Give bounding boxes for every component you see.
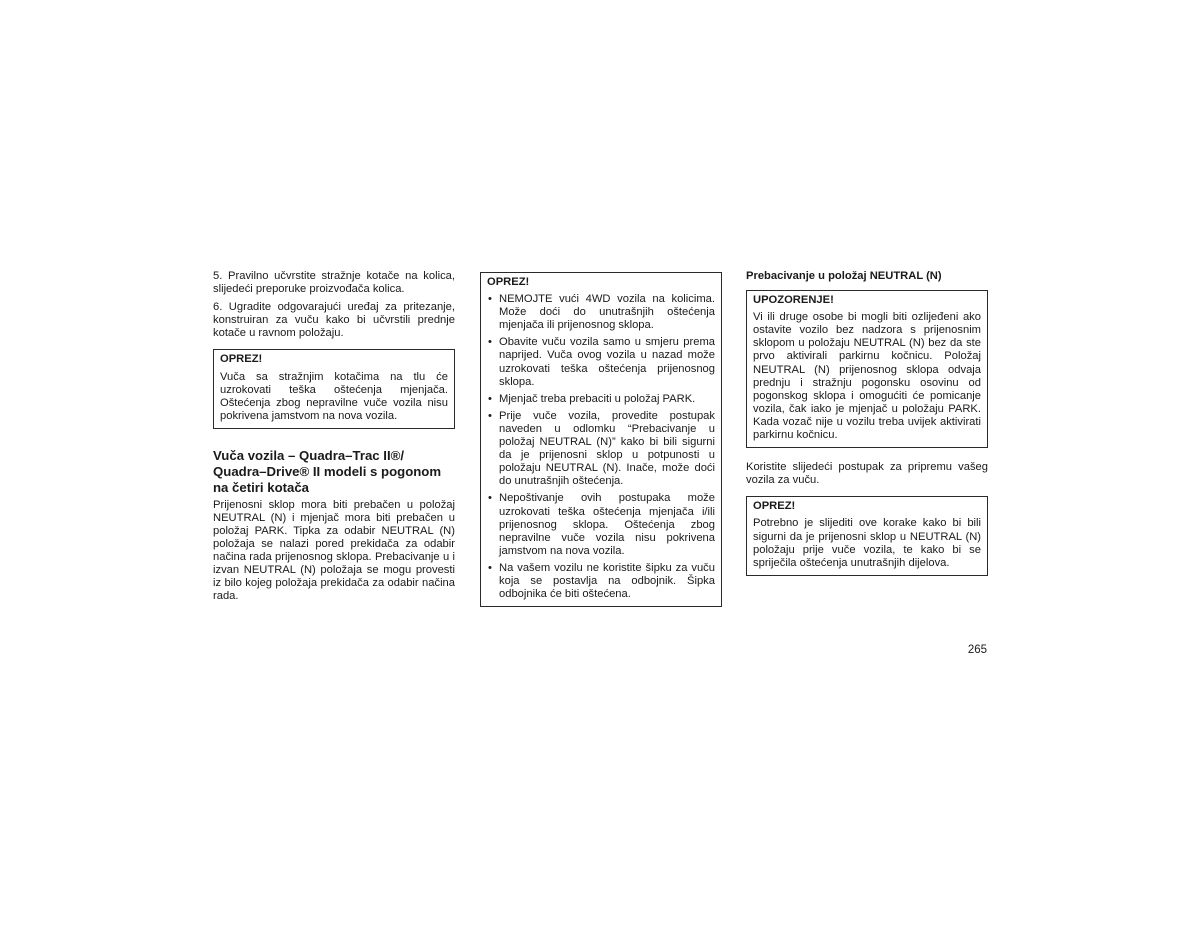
list-item: • NEMOJTE vući 4WD vozila na kolicima. Može doći do unutrašnjih oštećenja mjenjača ili prijenosnog sklopa. (487, 293, 715, 332)
list-item: • Obavite vuču vozila samo u smjeru prema naprijed. Vuča ovog vozila u nazad može uzrokovati teška oštećenja prijenosnog sklopa. (487, 336, 715, 388)
procedure-intro-text: Koristite slijedeći postupak za pripremu vašeg vozila za vuču. (746, 461, 988, 487)
right-column (746, 270, 988, 576)
caution-title: OPREZ! (753, 500, 796, 513)
page-number: 265 (967, 644, 987, 656)
caution-bullet-list (487, 293, 715, 601)
warning-box (746, 290, 988, 448)
subheading-neutral-shift: Prebacivanje u položaj NEUTRAL (N) (746, 270, 942, 282)
section-heading-4wd-towing: Vuča vozila – Quadra–Trac II®/ Quadra–Drive® II modeli s pogonom na četiri kotača (213, 447, 442, 496)
caution-text: Vuča sa stražnjim kotačima na tlu će uzrokovati teška oštećenja mjenjača. Oštećenja zbog nepravilne vuče vozila nisu pokrivena jamstvom na nova vozila. (220, 370, 448, 422)
middle-column (480, 272, 722, 607)
caution-box-procedure (746, 496, 988, 575)
caution-box-towing-rear (213, 349, 455, 428)
list-item: • Prije vuče vozila, provedite postupak naveden u odlomku “Prebacivanje u položaj NEUTRAL (N)” kako bi bili sigurni da je prijenosni sklop u potpunosti u položaju NEUTRAL (N). Inače, može doći do unutrašnjih oštećenja. (487, 410, 715, 489)
caution-title: OPREZ! (220, 353, 263, 366)
warning-title: UPOZORENJE! (753, 294, 834, 307)
list-item: • Nepoštivanje ovih postupaka može uzrokovati teška oštećenja mjenjača i/ili prijenosnog sklopa. Oštećenja zbog nepravilne vuče vozila nisu pokrivena jamstvom na nova vozila. (487, 492, 715, 557)
warning-text: Vi ili druge osobe bi mogli biti ozlijeđeni ako ostavite vozilo bez nadzora s prijenosnim sklopom u položaju NEUTRAL (N) bez da ste prvo aktivirali parkirnu kočnicu. Položaj NEUTRAL (N) prijenosnog sklopa odvaja prednju i stražnju pogonsku osovinu od pogonskog sklopa i omogućiti će pomicanje vozila, čak iako je mjenjač u položaju PARK. Kada vozač nije u vozilu treba uvijek aktivirati parkirnu kočnicu. (753, 311, 981, 442)
left-column (213, 270, 455, 603)
step-5-text: 5. Pravilno učvrstite stražnje kotače na kolica, slijedeći preporuke proizvođača kolica. (213, 270, 455, 296)
section-body-text: Prijenosni sklop mora biti prebačen u položaj NEUTRAL (N) i mjenjač mora biti prebačen u položaj PARK. Tipka za odabir NEUTRAL (N) položaja se nalazi pored prekidača za odabir načina rada prijenosnog sklopa. Prebacivanje u i izvan NEUTRAL (N) položaja se mogu provesti iz bilo kojeg položaja prekidača za odabir načina rada. (213, 498, 455, 603)
list-item: • Mjenjač treba prebaciti u položaj PARK. (487, 393, 715, 406)
step-6-text: 6. Ugradite odgovarajući uređaj za pritezanje, konstruiran za vuču kako bi učvrstili prednje kotače u ravnom položaju. (213, 301, 455, 340)
list-item: • Na vašem vozilu ne koristite šipku za vuču koja se postavlja na odbojnik. Šipka odbojnika će biti oštećena. (487, 562, 715, 601)
caution-title: OPREZ! (487, 276, 530, 288)
caution-box-4wd (480, 272, 722, 607)
caution-text: Potrebno je slijediti ove korake kako bi bili sigurni da je prijenosni sklop u NEUTRAL (N) položaju prije vuče vozila, te kako bi se spriječila oštećenja unutrašnjih dijelova. (753, 517, 981, 569)
